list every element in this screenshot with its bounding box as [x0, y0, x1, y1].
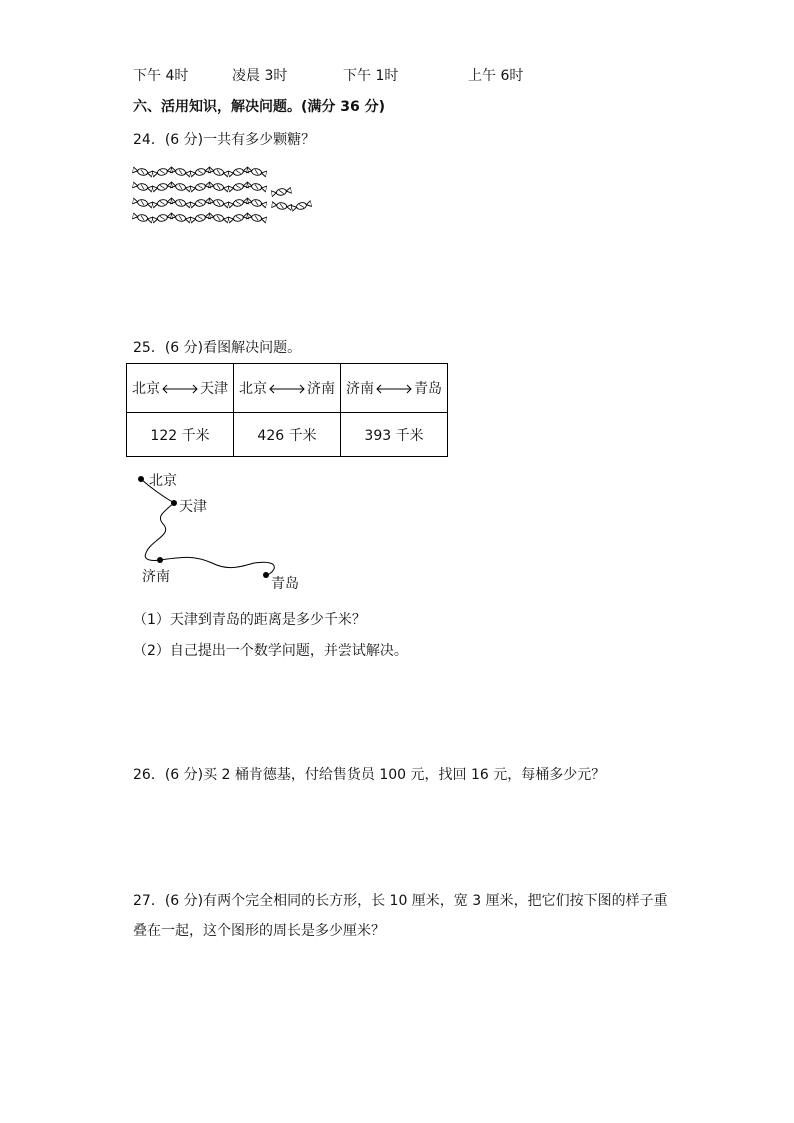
- map-label-qingdao: 青岛: [271, 576, 299, 592]
- city-to: 青岛: [414, 381, 442, 397]
- map-label-jinan: 济南: [142, 569, 170, 585]
- candy-icon: [246, 209, 268, 223]
- tianjin-dot: [171, 500, 177, 506]
- section-six-heading: 六、活用知识，解决问题。(满分 36 分): [133, 99, 386, 115]
- candy-icon: [290, 197, 312, 212]
- question-27-line-1: 27．(6 分)有两个完全相同的长方形，长 10 厘米，宽 3 厘米，把它们按下图的样子重: [133, 893, 668, 909]
- candy-icon: [208, 209, 230, 223]
- map-label-tianjin: 天津: [179, 499, 207, 515]
- table-header-cell: [234, 364, 341, 413]
- jinan-dot: [157, 557, 163, 563]
- city-from: 北京: [239, 381, 267, 397]
- table-value-cell: 426 千米: [234, 413, 341, 457]
- question-25-part-1: （1）天津到青岛的距离是多少千米？: [133, 612, 366, 628]
- table-header-cell: [341, 364, 448, 413]
- question-26: 26．(6 分)买 2 桶肯德基，付给售货员 100 元，找回 16 元，每桶多少元？: [133, 767, 606, 783]
- time-label-1: 下午 4时: [133, 68, 189, 84]
- city-to: 济南: [307, 381, 335, 397]
- candy-icon: [246, 194, 268, 208]
- table-header-cell: [127, 364, 234, 413]
- candy-icon: [170, 178, 192, 192]
- candy-icon: [170, 209, 192, 223]
- time-label-4: 上午 6时: [468, 68, 524, 84]
- candy-icon: [271, 198, 292, 211]
- beijing-dot: [138, 476, 144, 482]
- time-label-2: 凌晨 3时: [232, 68, 288, 84]
- double-arrow-icon: [161, 384, 199, 394]
- city-to: 天津: [200, 381, 228, 397]
- candy-icon: [208, 194, 230, 208]
- question-24: 24．(6 分)一共有多少颗糖？: [133, 132, 316, 148]
- candy-icon: [208, 163, 230, 177]
- question-25-part-2: （2）自己提出一个数学问题，并尝试解决。: [133, 643, 408, 659]
- candy-icon: [270, 183, 291, 196]
- city-from: 济南: [346, 381, 374, 397]
- candy-icon: [132, 178, 154, 192]
- candy-icon: [132, 209, 154, 223]
- candy-icon: [132, 194, 154, 208]
- candy-icon: [246, 163, 268, 177]
- table-value-cell: 393 千米: [341, 413, 448, 457]
- double-arrow-icon: [268, 384, 306, 394]
- question-25: 25．(6 分)看图解决问题。: [133, 340, 302, 356]
- qingdao-dot: [263, 572, 269, 578]
- candy-icon: [132, 163, 154, 177]
- candy-icon: [208, 178, 230, 192]
- double-arrow-icon: [375, 384, 413, 394]
- question-27-line-2: 叠在一起，这个图形的周长是多少厘米？: [133, 923, 385, 939]
- candy-icon: [246, 178, 268, 192]
- distance-table: [126, 363, 448, 457]
- candy-icon: [170, 194, 192, 208]
- table-value-cell: 122 千米: [127, 413, 234, 457]
- city-from: 北京: [132, 381, 160, 397]
- candy-icon: [170, 163, 192, 177]
- time-label-3: 下午 1时: [343, 68, 399, 84]
- map-label-beijing: 北京: [149, 473, 177, 489]
